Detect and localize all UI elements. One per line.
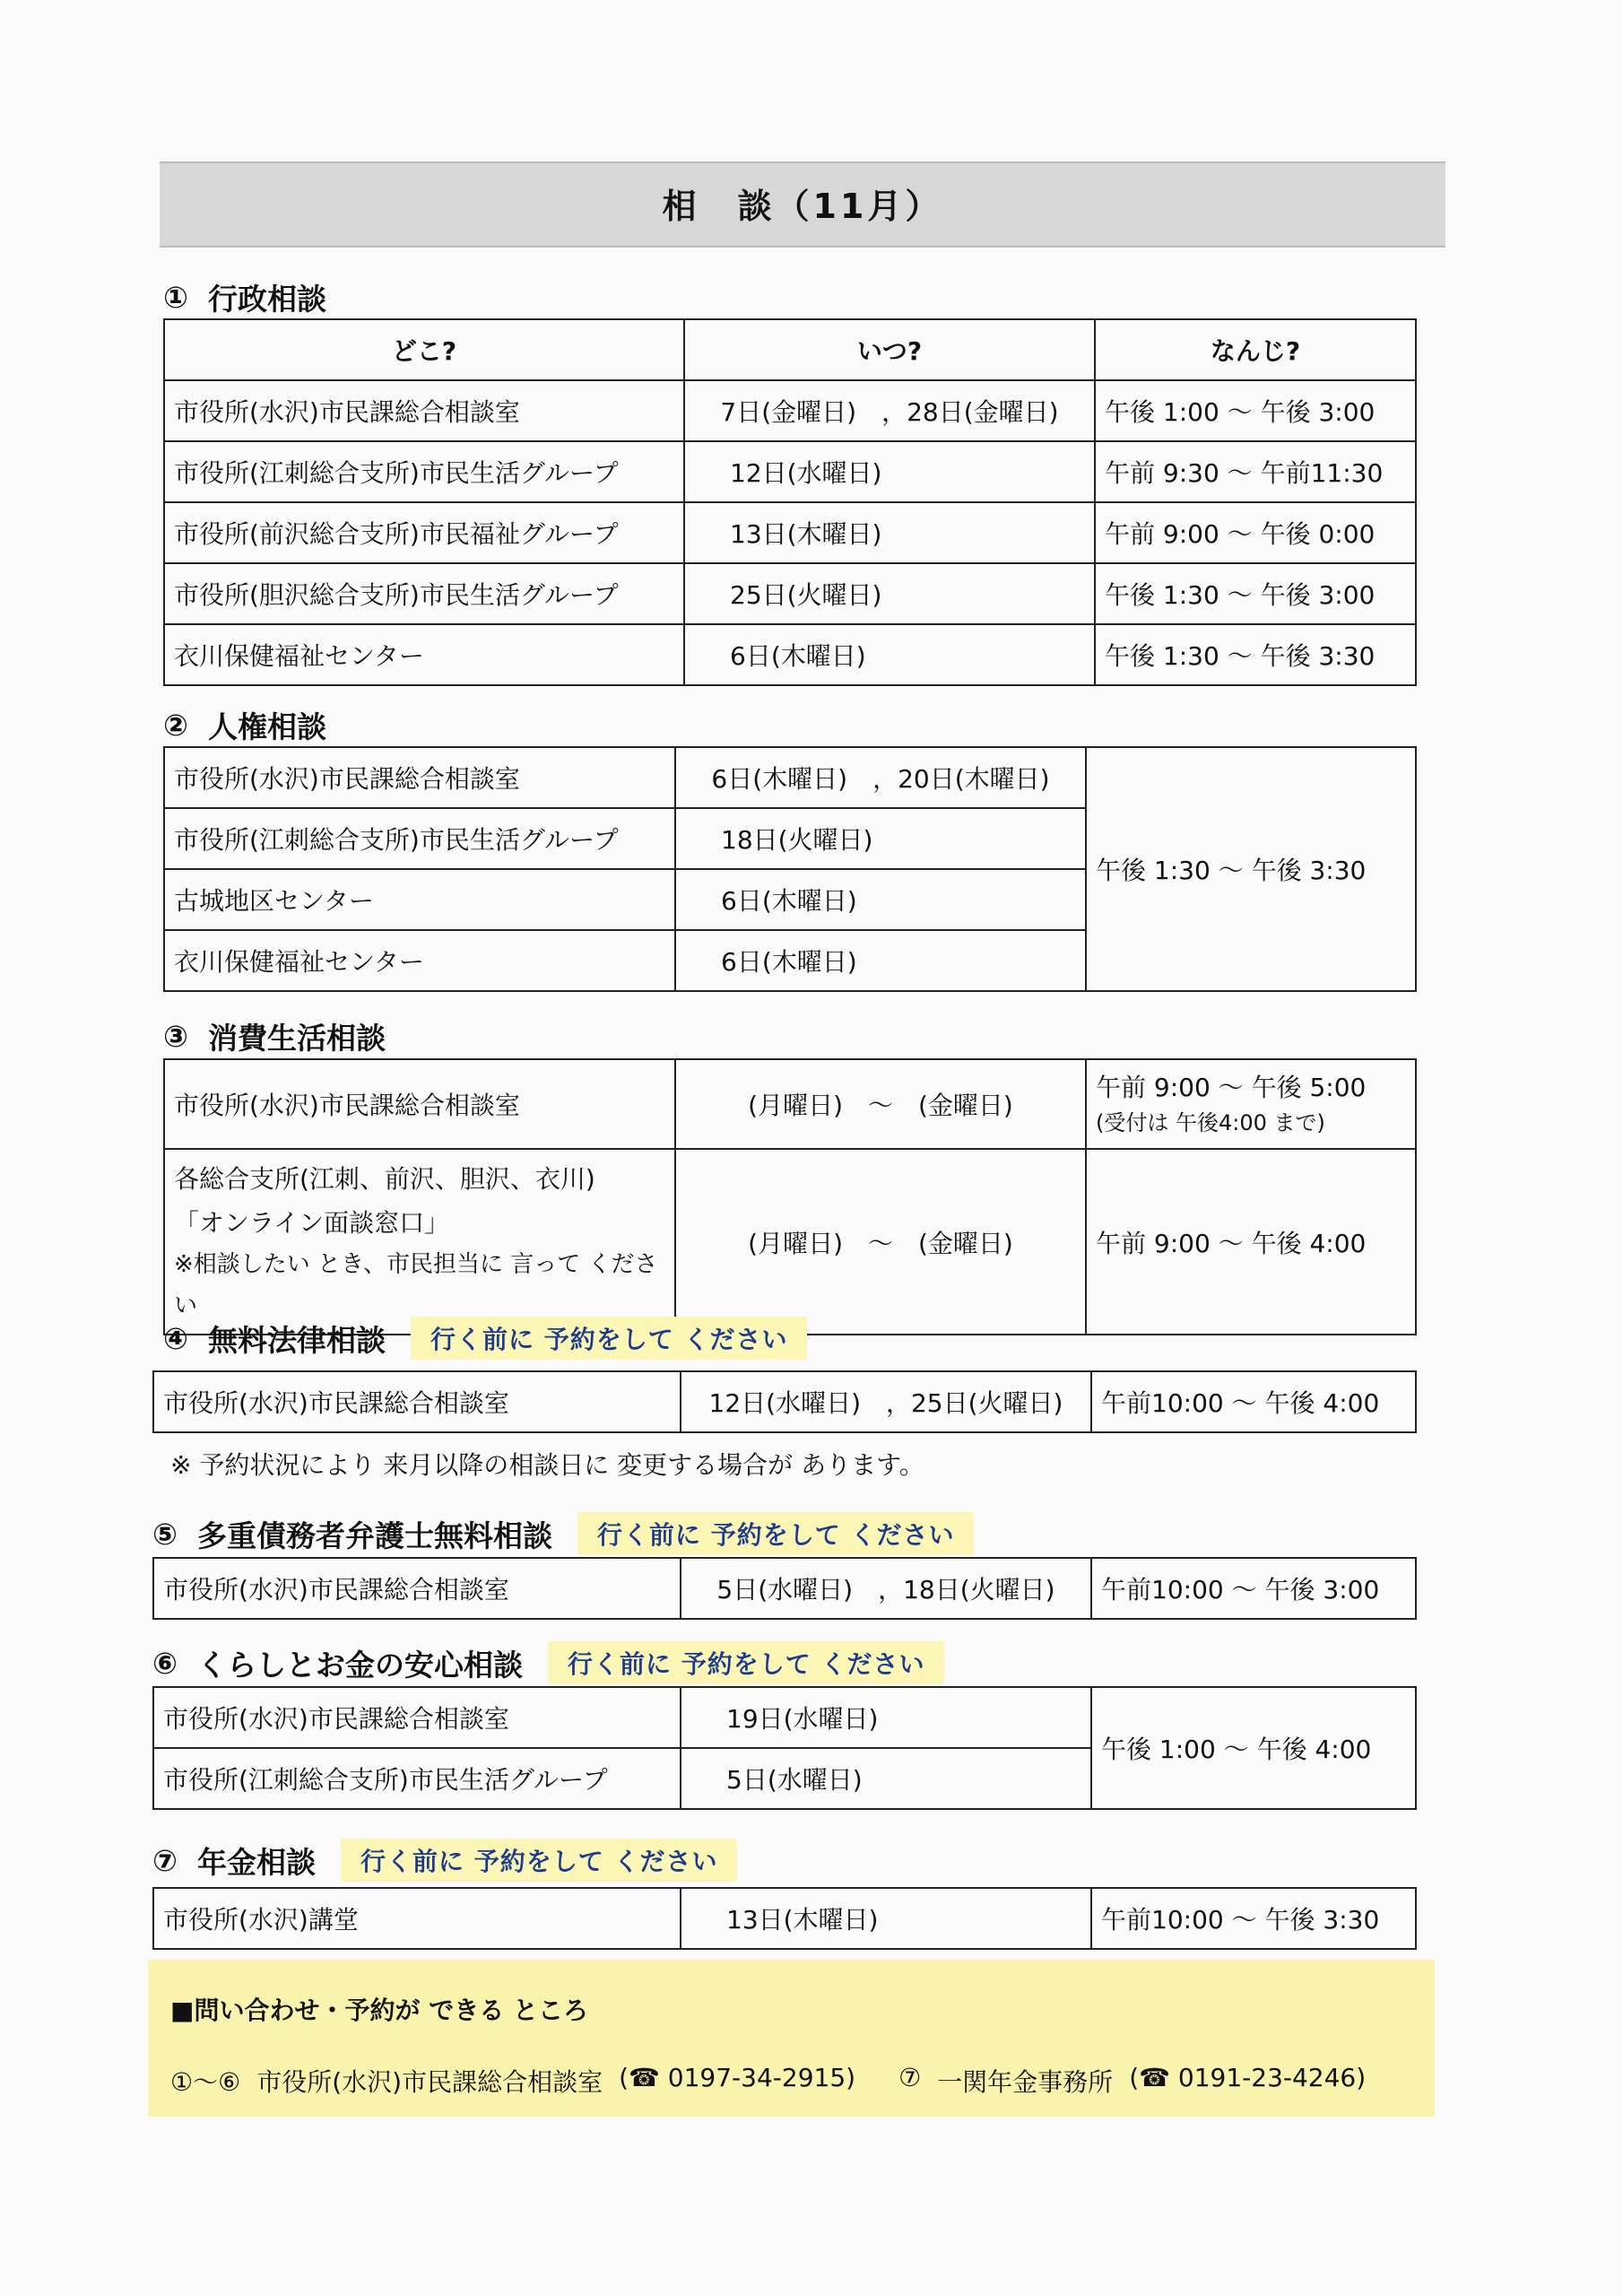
date: 12日(水曜日) ，25日(火曜日): [681, 1371, 1091, 1432]
time: [1086, 1059, 1416, 1149]
place-note: ※相談したい とき、市民担当に 言って ください: [174, 1251, 658, 1319]
place: [164, 1149, 675, 1335]
section-5-table: [152, 1557, 1417, 1620]
time: 午前10:00 ～ 午後 3:30: [1091, 1888, 1416, 1949]
section-7-heading: ⑦ 年金相談 行く前に 予約をして ください: [152, 1839, 737, 1882]
table-row: [164, 1149, 1416, 1335]
time-note: (受付は 午後4:00 まで): [1096, 1110, 1325, 1135]
date: 6日(木曜日): [675, 930, 1086, 991]
place: 市役所(前沢総合支所)市民福祉グループ: [164, 502, 684, 563]
contact-1-label: ①～⑥: [170, 2067, 241, 2097]
section-3-title: 消費生活相談: [207, 1021, 386, 1056]
section-2-table: [163, 746, 1417, 992]
date: 5日(水曜日) ，18日(火曜日): [681, 1558, 1091, 1619]
section-2-title: 人権相談: [207, 709, 326, 744]
contact-title: ■問い合わせ・予約が できる ところ: [170, 1996, 588, 2025]
place: 市役所(胆沢総合支所)市民生活グループ: [164, 563, 684, 624]
section-2-heading: ② 人権相談: [163, 704, 326, 746]
date: (月曜日) ～ (金曜日): [675, 1149, 1086, 1335]
date: 5日(水曜日): [681, 1748, 1091, 1809]
time: 午後 1:30 ～ 午後 3:30: [1095, 624, 1416, 685]
place: 市役所(水沢)市民課総合相談室: [164, 1059, 675, 1149]
table-row: [153, 1558, 1416, 1619]
page-title: 相 談（11月）: [662, 186, 943, 226]
section-5-heading: ⑤ 多重債務者弁護士無料相談 行く前に 予約をして ください: [152, 1512, 974, 1555]
section-4-heading: ④ 無料法律相談 行く前に 予約をして ください: [163, 1317, 807, 1360]
contact-1-name: 市役所(水沢)市民課総合相談室: [256, 2067, 603, 2097]
place: 古城地区センター: [164, 869, 675, 930]
date: 25日(火曜日): [684, 563, 1095, 624]
place: 市役所(水沢)市民課総合相談室: [153, 1687, 681, 1748]
contact-line: [170, 2063, 1366, 2099]
place: 市役所(江刺総合支所)市民生活グループ: [153, 1748, 681, 1809]
table-row: [153, 1371, 1416, 1432]
section-7-table: [152, 1887, 1417, 1950]
time-range: 午前 9:00 ～ 午後 5:00: [1096, 1073, 1367, 1102]
table-row: [153, 1687, 1416, 1748]
time: 午前 9:30 ～ 午前11:30: [1095, 441, 1416, 502]
section-4-table: [152, 1370, 1417, 1433]
reservation-notice: 行く前に 予約をして ください: [577, 1512, 975, 1555]
table-row: [164, 747, 1416, 808]
date: 12日(水曜日): [684, 441, 1095, 502]
time: 午前10:00 ～ 午後 3:00: [1091, 1558, 1416, 1619]
header-when: いつ?: [684, 319, 1095, 380]
place: 市役所(水沢)市民課総合相談室: [153, 1558, 681, 1619]
section-3-heading: ③ 消費生活相談: [163, 1015, 386, 1057]
header-where: どこ?: [164, 319, 684, 380]
table-row: [164, 502, 1416, 563]
place: 衣川保健福祉センター: [164, 930, 675, 991]
table-row: [164, 1059, 1416, 1149]
reservation-notice: 行く前に 予約をして ください: [548, 1641, 945, 1684]
contact-2-phone: (☎ 0191-23-4246): [1129, 2063, 1367, 2092]
table-row: [164, 441, 1416, 502]
table-header-row: [164, 319, 1416, 380]
date: (月曜日) ～ (金曜日): [675, 1059, 1086, 1149]
place: 市役所(水沢)講堂: [153, 1888, 681, 1949]
section-7-title: 年金相談: [196, 1844, 316, 1880]
header-time: なんじ?: [1095, 319, 1416, 380]
section-6-title: くらしとお金の安心相談: [196, 1647, 523, 1683]
schedule-change-note: ※ 予約状況により 来月以降の相談日に 変更する場合が あります。: [170, 1450, 924, 1480]
section-1-table: [163, 318, 1417, 686]
time: 午後 1:30 ～ 午後 3:00: [1095, 563, 1416, 624]
section-1-title: 行政相談: [207, 282, 326, 317]
place: 市役所(水沢)市民課総合相談室: [164, 747, 675, 808]
time: 午後 1:00 ～ 午後 3:00: [1095, 380, 1416, 441]
place-line: 「オンライン面談窓口」: [174, 1208, 450, 1238]
date: 13日(木曜日): [681, 1888, 1091, 1949]
section-6-table: [152, 1686, 1417, 1810]
reservation-notice: 行く前に 予約をして ください: [341, 1839, 738, 1882]
place: 市役所(江刺総合支所)市民生活グループ: [164, 441, 684, 502]
place: 市役所(水沢)市民課総合相談室: [164, 380, 684, 441]
time: 午前 9:00 ～ 午後 0:00: [1095, 502, 1416, 563]
section-6-heading: ⑥ くらしとお金の安心相談 行く前に 予約をして ください: [152, 1641, 944, 1684]
table-row: [164, 380, 1416, 441]
table-row: [153, 1888, 1416, 1949]
contact-2-name: 一関年金事務所: [937, 2067, 1114, 2097]
place: 市役所(江刺総合支所)市民生活グループ: [164, 808, 675, 869]
time: 午前10:00 ～ 午後 4:00: [1091, 1371, 1416, 1432]
date: 6日(木曜日) ，20日(木曜日): [675, 747, 1086, 808]
time: 午後 1:00 ～ 午後 4:00: [1091, 1687, 1416, 1809]
date: 6日(木曜日): [675, 869, 1086, 930]
time: 午後 1:30 ～ 午後 3:30: [1086, 747, 1416, 991]
date: 18日(火曜日): [675, 808, 1086, 869]
time: 午前 9:00 ～ 午後 4:00: [1086, 1149, 1416, 1335]
contact-2-label: ⑦: [898, 2063, 922, 2092]
contact-1-phone: (☎ 0197-34-2915): [619, 2063, 856, 2092]
table-row: [164, 624, 1416, 685]
table-row: [164, 563, 1416, 624]
reservation-notice: 行く前に 予約をして ください: [411, 1317, 808, 1360]
section-3-table: [163, 1058, 1417, 1335]
place-line: 各総合支所(江刺、前沢、胆沢、衣川): [174, 1164, 595, 1194]
section-5-title: 多重債務者弁護士無料相談: [196, 1518, 552, 1553]
section-4-title: 無料法律相談: [207, 1322, 386, 1358]
date: 7日(金曜日) ，28日(金曜日): [684, 380, 1095, 441]
section-1-heading: ① 行政相談: [163, 276, 326, 318]
place: 衣川保健福祉センター: [164, 624, 684, 685]
date: 6日(木曜日): [684, 624, 1095, 685]
date: 13日(木曜日): [684, 502, 1095, 563]
place: 市役所(水沢)市民課総合相談室: [153, 1371, 681, 1432]
date: 19日(水曜日): [681, 1687, 1091, 1748]
